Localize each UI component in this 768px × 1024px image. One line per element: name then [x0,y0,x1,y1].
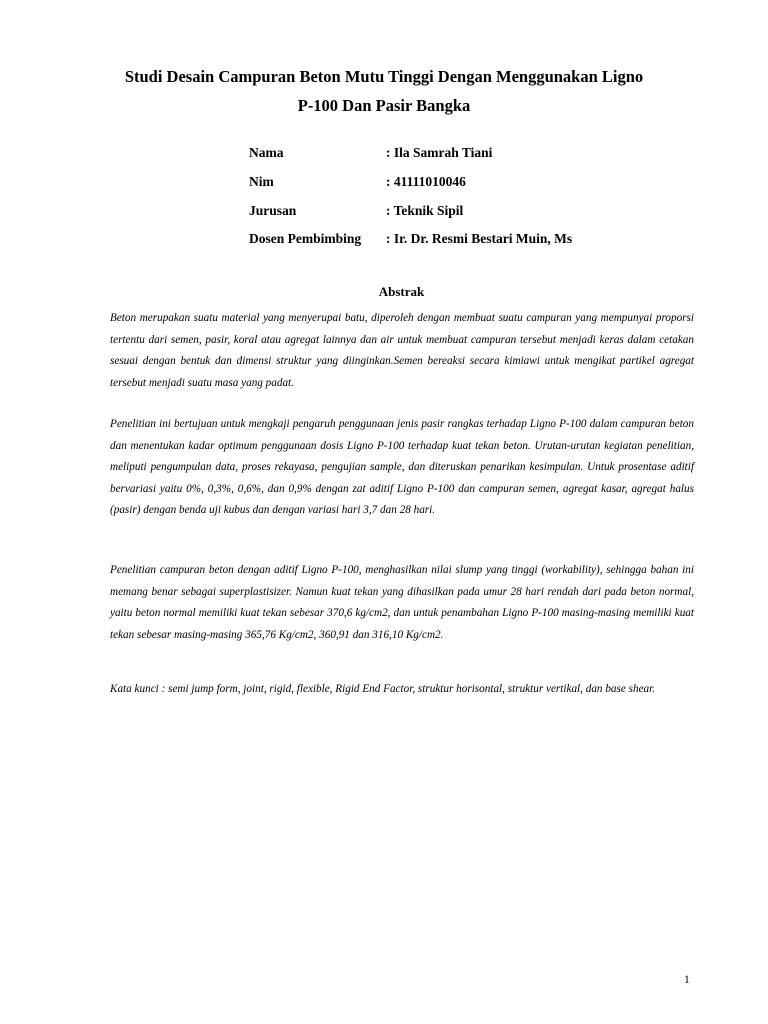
abstract-paragraph-1: Beton merupakan suatu material yang menyerupai batu, diperoleh dengan membuat suatu campuran yang mempunyai proporsi tertentu dari semen, pasir, koral atau agregat lainnya dan air untuk membuat campuran tersebut menjadi keras dalam cetakan sesuai dengan bentuk dan dimensi struktur yang diinginkan.Semen bereaksi secara kimiawi untuk mengikat partikel agregat tersebut menjadi suatu masa yang padat. [110,312,694,389]
paper-title [80,62,688,120]
info-row-jurusan [249,196,709,225]
info-row-dosen-pembimbing [249,225,709,254]
info-row-nama [249,139,709,168]
info-label-nim: Nim [249,174,274,190]
info-label-dosen-pembimbing: Dosen Pembimbing [249,231,362,247]
info-row-nim [249,168,709,197]
paper-title-line-1: Studi Desain Campuran Beton Mutu Tinggi Dengan Menggunakan Ligno [124,67,644,86]
abstract-heading: Abstrak [378,284,425,299]
abstract-paragraph-3: Penelitian campuran beton dengan aditif Ligno P-100, menghasilkan nilai slump yang tinggi (workability), sehingga bahan ini memang benar sebagai superplastisizer. Namun kuat tekan yang dihasilkan pada umur 28 hari rendah dari pada beton normal, yaitu beton normal memiliki kuat tekan sebesar 370,6 kg/cm2, dan untuk penambahan Ligno P-100 masing-masing memiliki kuat tekan sebesar masing-masing 365,76 Kg/cm2, 360,91 dan 316,10 Kg/cm2. [110,564,694,641]
info-label-jurusan: Jurusan [249,202,297,218]
paper-title-line-2: P-100 Dan Pasir Bangka [297,96,471,115]
info-value-jurusan: : Teknik Sipil [386,202,464,218]
abstract-paragraph-2: Penelitian ini bertujuan untuk mengkaji pengaruh penggunaan jenis pasir rangkas terhadap Ligno P-100 dalam campuran beton dan menentukan kadar optimum penggunaan dosis Ligno P-100 terhadap kuat tekan beton. Urutan-urutan kegiatan penelitian, meliputi pengumpulan data, proses rekayasa, pengujian sample, dan diteruskan penarikan kesimpulan. Untuk prosentase aditif bervariasi yaitu 0%, 0,3%, 0,6%, dan 0,9% dengan zat aditif Ligno P-100 dan campuran semen, agregat kasar, agregat halus (pasir) dengan benda uji kubus dan dengan variasi hari 3,7 dan 28 hari. [110,418,694,517]
page-number: 1 [684,974,690,986]
info-value-nim: : 41111010046 [386,174,466,190]
author-info-block [249,139,709,254]
info-label-nama: Nama [249,145,284,161]
info-value-dosen-pembimbing: : Ir. Dr. Resmi Bestari Muin, Ms [386,231,573,247]
info-value-nama: : Ila Samrah Tiani [386,145,493,161]
keywords-paragraph: Kata kunci : semi jump form, joint, rigid, flexible, Rigid End Factor, struktur horisontal, struktur vertikal, dan base shear. [110,683,656,695]
